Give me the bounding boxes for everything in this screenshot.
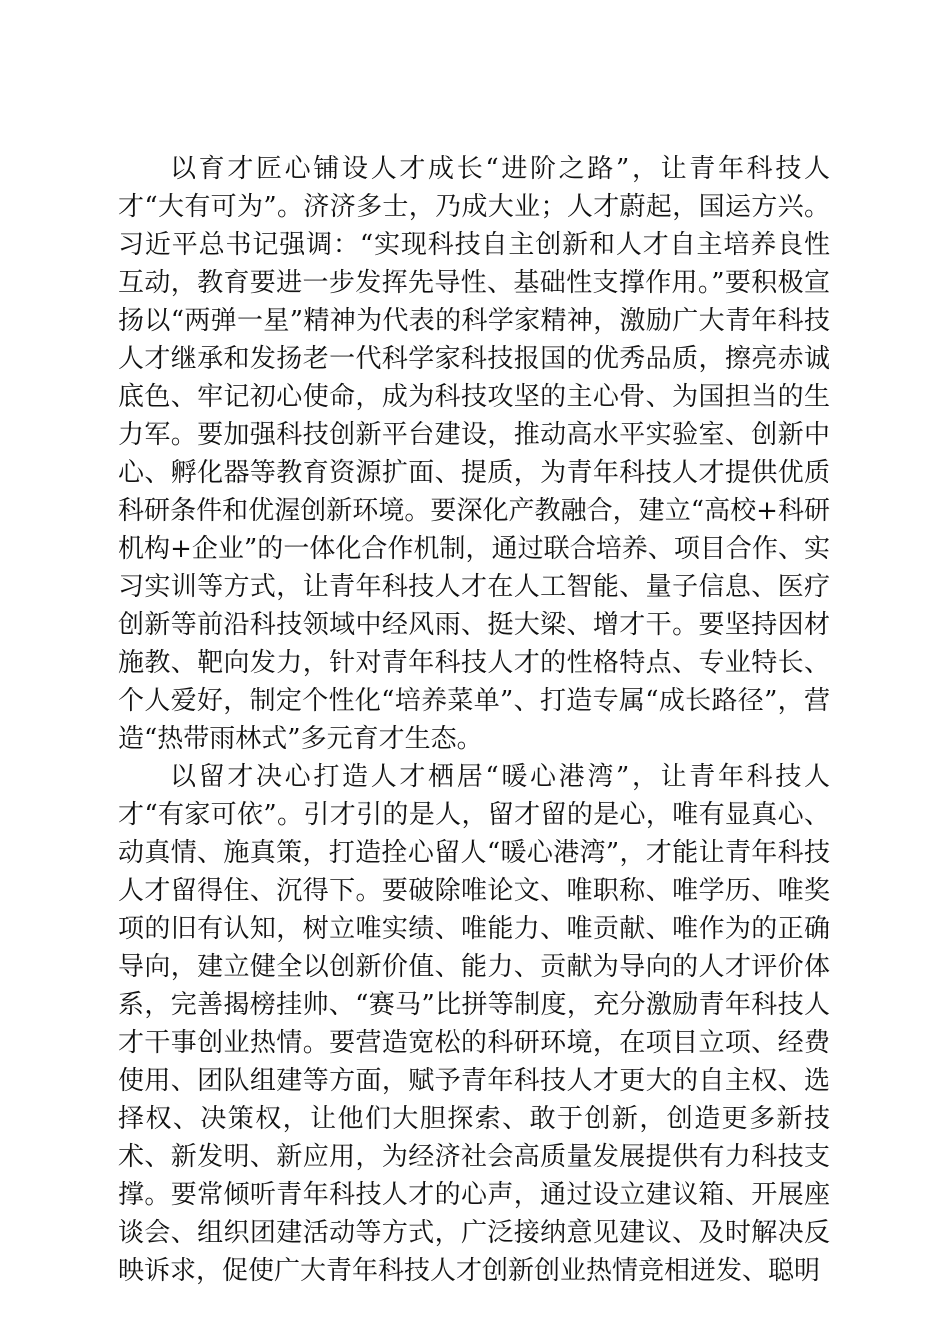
document-body: [118, 150, 830, 1290]
paragraph-talent-cultivation: 以育才匠心铺设人才成长“进阶之路”，让青年科技人才“大有可为”。济济多士，乃成大业；人才蔚起，国运方兴。习近平总书记强调：“实现科技自主创新和人才自主培养良性互动，教育要进一步发挥先导性、基础性支撑作用。”要积极宣扬以“两弹一星”精神为代表的科学家精神，激励广大青年科技人才继承和发扬老一代科学家科技报国的优秀品质，擦亮赤诚底色、牢记初心使命，成为科技攻坚的主心骨、为国担当的生力军。要加强科技创新平台建设，推动高水平实验室、创新中心、孵化器等教育资源扩面、提质，为青年科技人才提供优质科研条件和优渥创新环境。要深化产教融合，建立“高校+科研机构+企业”的一体化合作机制，通过联合培养、项目合作、实习实训等方式，让青年科技人才在人工智能、量子信息、医疗创新等前沿科技领域中经风雨、挺大梁、增才干。要坚持因材施教、靶向发力，针对青年科技人才的性格特点、专业特长、个人爱好，制定个性化“培养菜单”、打造专属“成长路径”，营造“热带雨林式”多元育才生态。: [118, 154, 830, 754]
paragraph-talent-retention: 以留才决心打造人才栖居“暖心港湾”，让青年科技人才“有家可依”。引才引的是人，留才留的是心，唯有显真心、动真情、施真策，打造拴心留人“暖心港湾”，才能让青年科技人才留得住、沉得下。要破除唯论文、唯职称、唯学历、唯奖项的旧有认知，树立唯实绩、唯能力、唯贡献、唯作为的正确导向，建立健全以创新价值、能力、贡献为导向的人才评价体系，完善揭榜挂帅、“赛马”比拼等制度，充分激励青年科技人才干事创业热情。要营造宽松的科研环境，在项目立项、经费使用、团队组建等方面，赋予青年科技人才更大的自主权、选择权、决策权，让他们大胆探索、敢于创新，创造更多新技术、新发明、新应用，为经济社会高质量发展提供有力科技支撑。要常倾听青年科技人才的心声，通过设立建议箱、开展座谈会、组织团建活动等方式，广泛接纳意见建议、及时解决反映诉求，促使广大青年科技人才创新创业热情竞相迸发、聪明: [118, 762, 830, 1286]
